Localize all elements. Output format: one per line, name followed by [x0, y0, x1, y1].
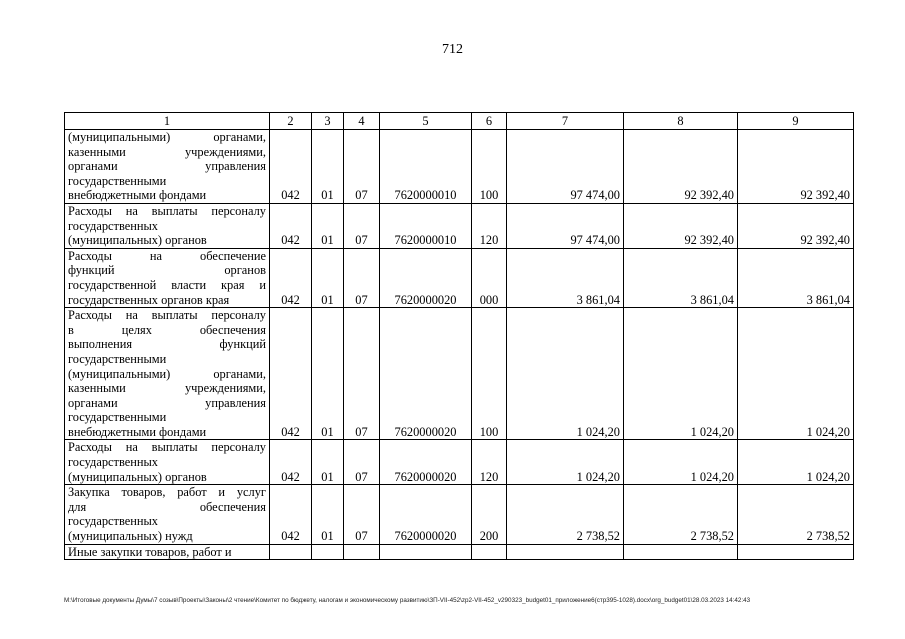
row-description: [65, 248, 270, 307]
expense-type: 120: [472, 440, 507, 485]
amount-col-9: 3 861,04: [738, 248, 854, 307]
description-line: (муниципальных) органов: [68, 469, 207, 484]
table-row: [65, 130, 854, 204]
table-row: [65, 203, 854, 248]
column-header: 9: [738, 113, 854, 130]
column-header: 8: [624, 113, 738, 130]
amount-col-9: [738, 544, 854, 560]
row-description: [65, 485, 270, 544]
target-article: 7620000020: [380, 248, 472, 307]
description-line: государственных: [68, 218, 159, 233]
description-line: (муниципальных) органов: [68, 233, 207, 248]
description-line: государственными: [68, 173, 167, 188]
description-line: органами управления: [68, 159, 266, 174]
admin-code: 042: [270, 308, 312, 440]
amount-col-9: 92 392,40: [738, 130, 854, 204]
description-line: функций органов: [68, 263, 266, 278]
description-line: Расходы на выплаты персоналу: [68, 308, 266, 323]
page-number: 712: [442, 42, 463, 57]
amount-col-7: 1 024,20: [507, 440, 624, 485]
description-line: (муниципальных) нужд: [68, 529, 193, 544]
description-line: государственных: [68, 514, 159, 529]
amount-col-7: 1 024,20: [507, 308, 624, 440]
admin-code: 042: [270, 130, 312, 204]
target-article: 7620000020: [380, 440, 472, 485]
row-description: [65, 203, 270, 248]
description-line: для обеспечения: [68, 499, 266, 514]
admin-code: [270, 544, 312, 560]
description-line: государственной власти края и: [68, 277, 266, 292]
amount-col-8: [624, 544, 738, 560]
table-row: [65, 544, 854, 560]
section-code: 01: [312, 130, 344, 204]
description-line: государственными: [68, 351, 167, 366]
expense-type: 200: [472, 485, 507, 544]
expense-type: 100: [472, 308, 507, 440]
row-description: [65, 440, 270, 485]
admin-code: 042: [270, 440, 312, 485]
subsection-code: 07: [344, 203, 380, 248]
row-description: [65, 130, 270, 204]
description-line: Расходы на выплаты персоналу: [68, 203, 266, 218]
column-header: 1: [65, 113, 270, 130]
column-header: 7: [507, 113, 624, 130]
amount-col-7: 97 474,00: [507, 130, 624, 204]
description-line: государственных органов края: [68, 292, 230, 307]
table-row: [65, 485, 854, 544]
description-line: Закупка товаров, работ и услуг: [68, 485, 266, 500]
description-line: (муниципальными) органами,: [68, 130, 266, 144]
amount-col-8: 2 738,52: [624, 485, 738, 544]
expense-type: 000: [472, 248, 507, 307]
admin-code: 042: [270, 485, 312, 544]
column-header: 5: [380, 113, 472, 130]
amount-col-7: 2 738,52: [507, 485, 624, 544]
description-line: Иные закупки товаров, работ и: [68, 544, 232, 559]
description-line: (муниципальными) органами,: [68, 366, 266, 381]
budget-table: [64, 112, 854, 560]
amount-col-7: [507, 544, 624, 560]
description-line: казенными учреждениями,: [68, 381, 266, 396]
section-code: 01: [312, 485, 344, 544]
target-article: 7620000010: [380, 130, 472, 204]
table-row: [65, 308, 854, 440]
admin-code: 042: [270, 203, 312, 248]
amount-col-9: 2 738,52: [738, 485, 854, 544]
amount-col-8: 92 392,40: [624, 203, 738, 248]
amount-col-8: 1 024,20: [624, 440, 738, 485]
description-line: государственных: [68, 455, 159, 470]
expense-type: [472, 544, 507, 560]
column-header: 4: [344, 113, 380, 130]
subsection-code: 07: [344, 248, 380, 307]
target-article: 7620000010: [380, 203, 472, 248]
section-code: 01: [312, 308, 344, 440]
target-article: [380, 544, 472, 560]
subsection-code: 07: [344, 130, 380, 204]
section-code: 01: [312, 248, 344, 307]
expense-type: 120: [472, 203, 507, 248]
row-description: [65, 308, 270, 440]
amount-col-7: 97 474,00: [507, 203, 624, 248]
description-line: Расходы на выплаты персоналу: [68, 440, 266, 455]
column-header: 3: [312, 113, 344, 130]
admin-code: 042: [270, 248, 312, 307]
amount-col-9: 1 024,20: [738, 308, 854, 440]
description-line: внебюджетными фондами: [68, 188, 207, 203]
description-line: внебюджетными фондами: [68, 424, 207, 439]
column-header-row: [65, 113, 854, 130]
section-code: 01: [312, 440, 344, 485]
description-line: казенными учреждениями,: [68, 144, 266, 159]
subsection-code: [344, 544, 380, 560]
subsection-code: 07: [344, 308, 380, 440]
description-line: органами управления: [68, 395, 266, 410]
amount-col-8: 92 392,40: [624, 130, 738, 204]
column-header: 6: [472, 113, 507, 130]
amount-col-7: 3 861,04: [507, 248, 624, 307]
table-row: [65, 248, 854, 307]
target-article: 7620000020: [380, 485, 472, 544]
description-line: в целях обеспечения: [68, 322, 266, 337]
amount-col-9: 92 392,40: [738, 203, 854, 248]
description-line: государственными: [68, 410, 167, 425]
amount-col-8: 1 024,20: [624, 308, 738, 440]
subsection-code: 07: [344, 485, 380, 544]
subsection-code: 07: [344, 440, 380, 485]
target-article: 7620000020: [380, 308, 472, 440]
section-code: [312, 544, 344, 560]
amount-col-9: 1 024,20: [738, 440, 854, 485]
row-description: [65, 544, 270, 560]
expense-type: 100: [472, 130, 507, 204]
table-row: [65, 440, 854, 485]
description-line: Расходы на обеспечение: [68, 248, 266, 263]
amount-col-8: 3 861,04: [624, 248, 738, 307]
description-line: выполнения функций: [68, 337, 266, 352]
section-code: 01: [312, 203, 344, 248]
file-path-footer: M:\Итоговые документы Думы\7 созыв\Проекты\Законы\2 чтение\Комитет по бюджету, налогам и экономическому развитию\ЗП-VII-452\zp2-VII-452_v290323_budget01_приложение6(стр395-1028).docx\org_budget01\28.03.2023 14:42:43: [64, 597, 751, 604]
column-header: 2: [270, 113, 312, 130]
